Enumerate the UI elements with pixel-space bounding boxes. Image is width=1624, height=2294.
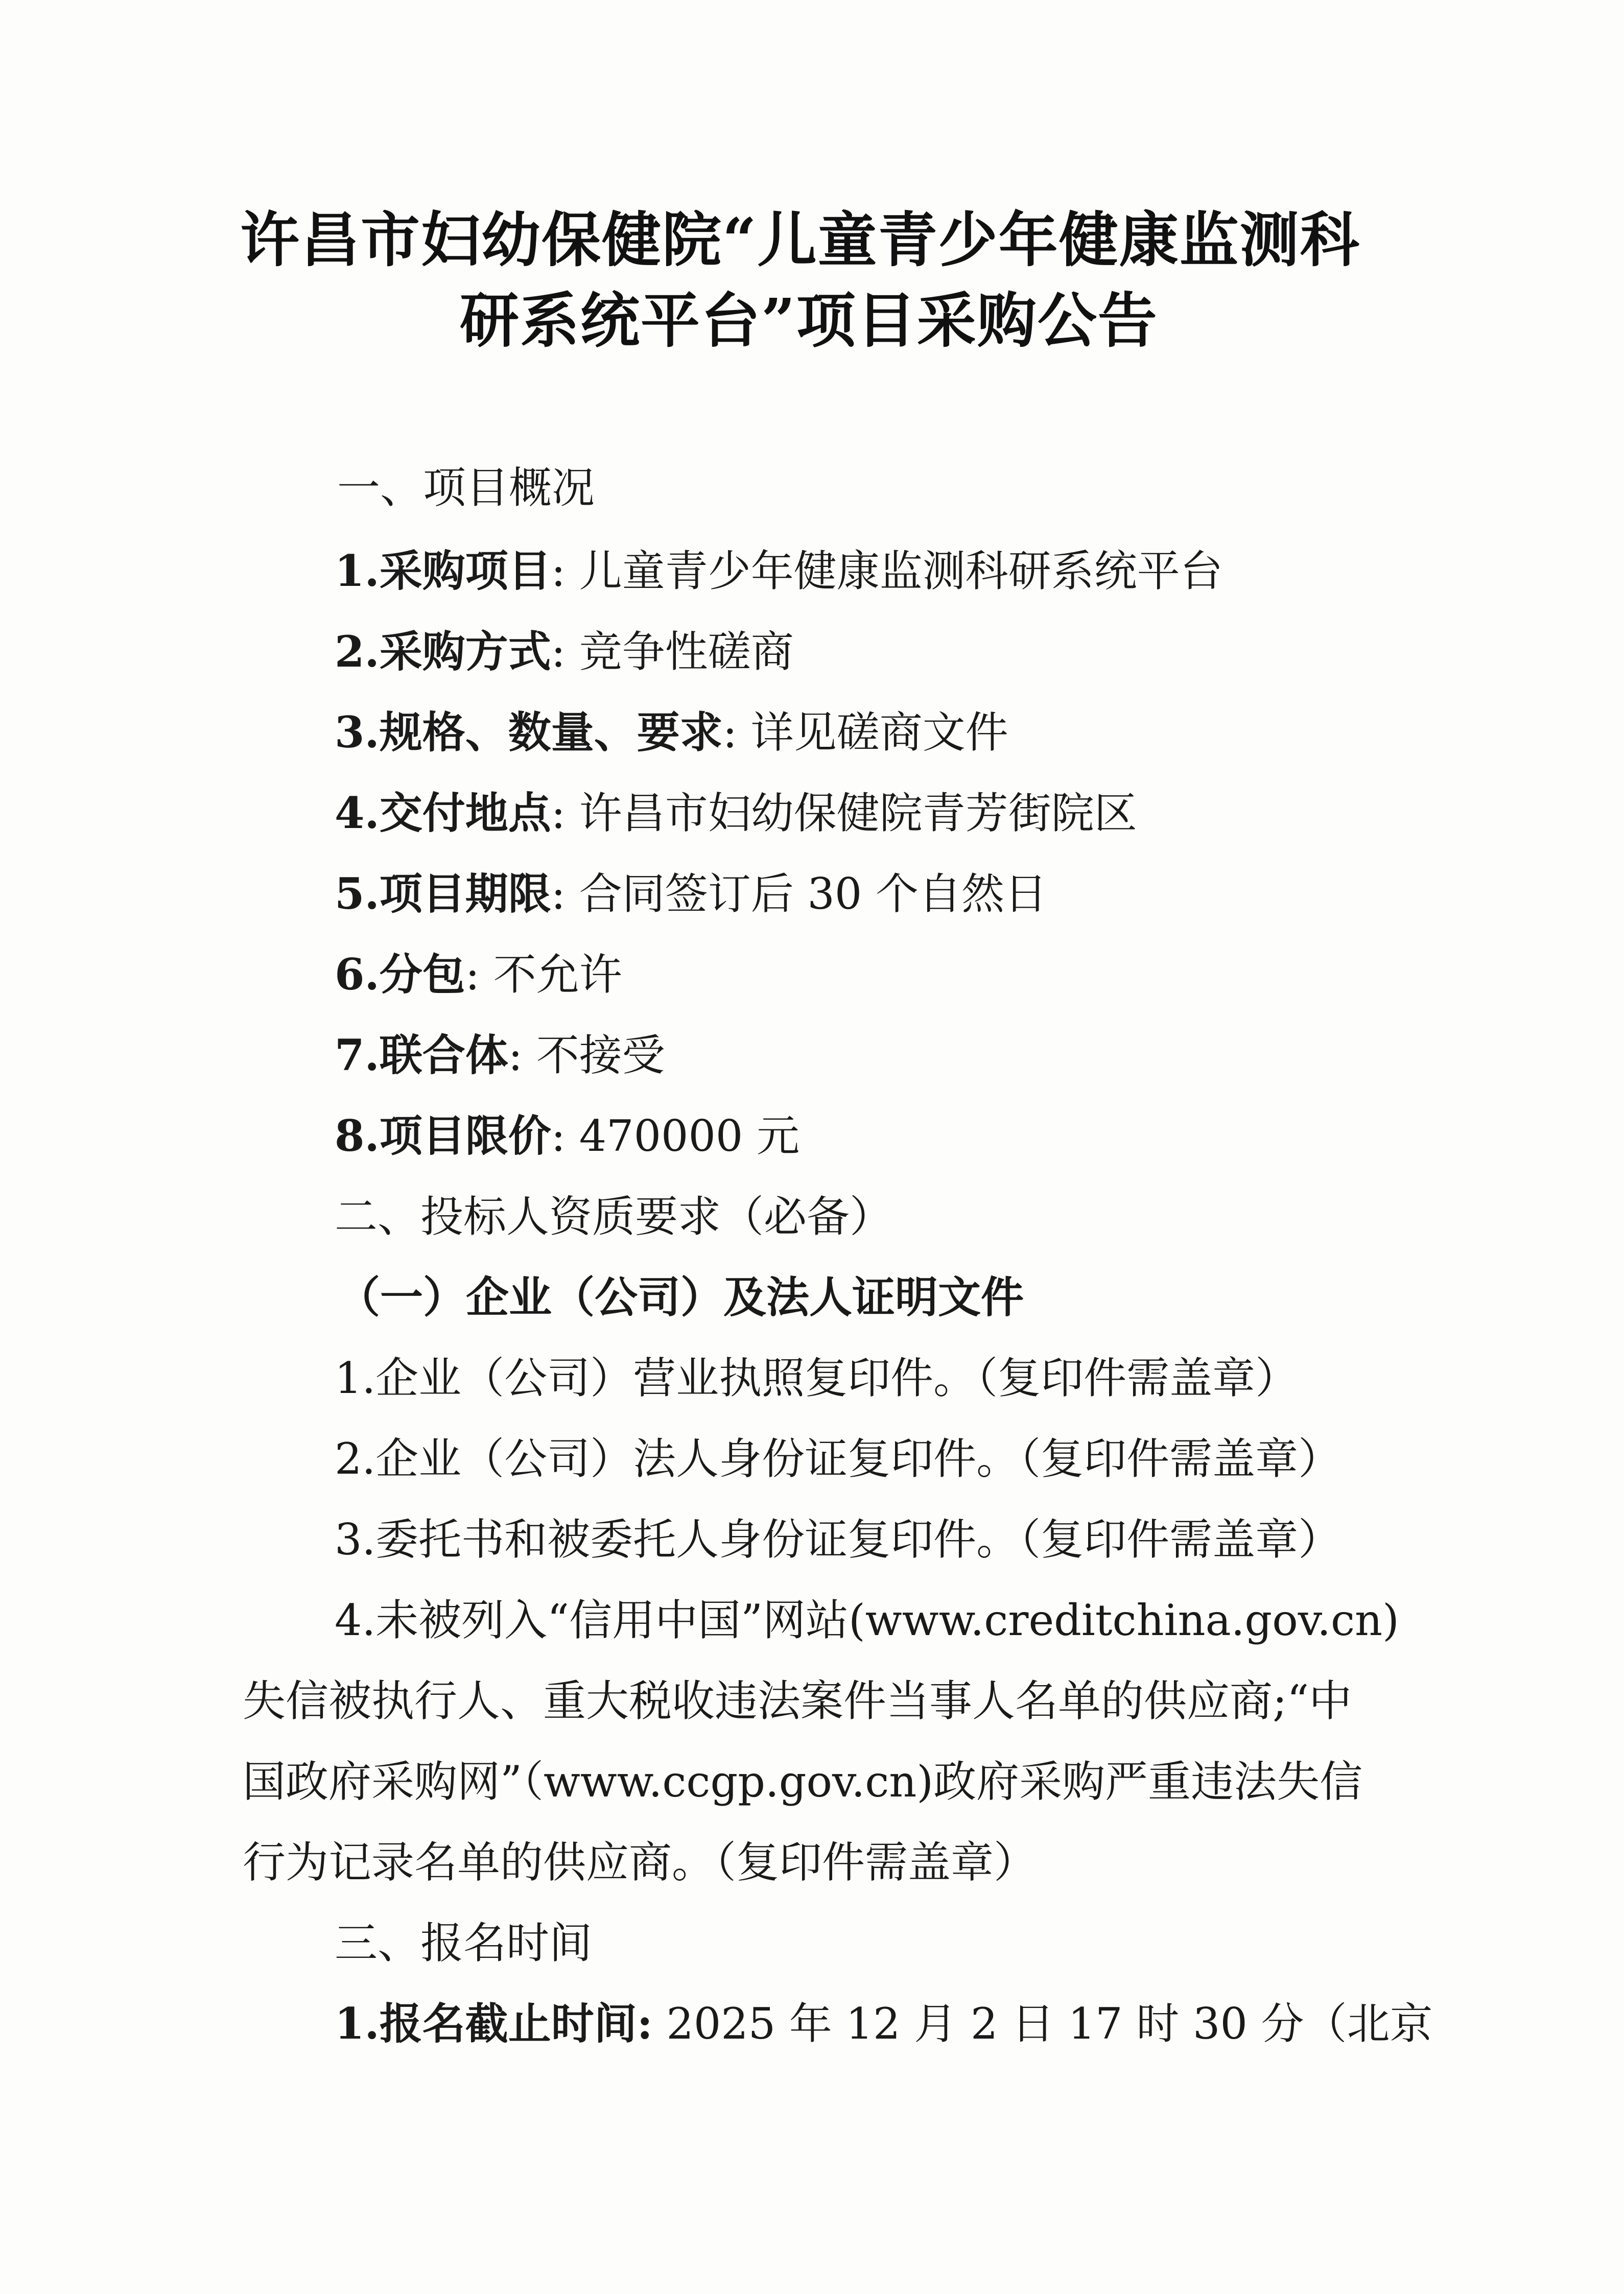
section2-heading: 二、投标人资质要求（必备） [335,1192,893,1242]
requirement-item-continuation: 国政府采购网”（www.ccgp.gov.cn)政府采购严重违法失信 [243,1757,1363,1807]
item-sep: : [465,950,480,1000]
document-title-line1: 许昌市妇幼保健院“儿童青少年健康监测科 [240,205,1360,275]
item-sep: : [508,1030,523,1080]
item-label: 6.分包 [335,949,465,1000]
item-value: 详见磋商文件 [750,707,1008,758]
item-value: 许昌市妇幼保健院青芳街院区 [579,788,1137,838]
requirement-item-continuation: 失信被执行人、重大税收违法案件当事人名单的供应商;“中 [243,1676,1352,1726]
requirement-item-continuation: 行为记录名单的供应商。（复印件需盖章） [243,1837,1037,1887]
item-price-limit [335,1105,1499,1167]
item-sep: : [551,788,566,838]
item-sep: : [551,546,566,596]
requirement-item: 4.未被列入“信用中国”网站(www.creditchina.gov.cn) [335,1595,1399,1645]
item-label: 1.报名截止时间: [335,1998,653,2049]
section3-heading: 三、报名时间 [335,1918,593,1968]
item-value: 儿童青少年健康监测科研系统平台 [579,546,1223,596]
item-sep: : [551,1111,566,1161]
item-subcontract [335,944,1499,1005]
item-label: 8.项目限价 [335,1110,551,1161]
item-value: 2025 年 12 月 2 日 17 时 30 分（北京 [666,1999,1433,2049]
item-delivery-location [335,783,1499,844]
item-label: 3.规格、数量、要求 [335,707,723,758]
item-value: 不允许 [493,950,622,1000]
item-consortium [335,1025,1499,1086]
item-value: 竞争性磋商 [579,627,794,677]
item-procurement-method [335,621,1499,682]
item-label: 4.交付地点 [335,788,551,838]
item-procurement-project [335,540,1499,602]
document-title-line2: 研系统平台”项目采购公告 [460,286,1158,356]
item-sep: : [722,707,738,758]
item-sep: : [551,869,566,919]
item-value: 合同签订后 30 个自然日 [579,869,1048,919]
item-label: 1.采购项目 [335,546,551,596]
item-label: 2.采购方式 [335,626,551,677]
section2-subheading: （一）企业（公司）及法人证明文件 [337,1272,1024,1322]
item-value: 470000 元 [579,1111,800,1161]
requirement-item: 2.企业（公司）法人身份证复印件。（复印件需盖章） [335,1434,1341,1484]
item-label: 7.联合体 [335,1030,508,1080]
item-specification [335,702,1499,763]
requirement-item: 3.委托书和被委托人身份证复印件。（复印件需盖章） [335,1515,1341,1565]
registration-deadline [335,1993,1499,2054]
requirement-item: 1.企业（公司）营业执照复印件。（复印件需盖章） [335,1353,1299,1403]
item-label: 5.项目期限 [335,868,551,919]
item-value: 不接受 [536,1030,665,1080]
item-sep: : [551,627,566,677]
item-project-period [335,863,1499,925]
section1-heading: 一、项目概况 [337,463,595,513]
